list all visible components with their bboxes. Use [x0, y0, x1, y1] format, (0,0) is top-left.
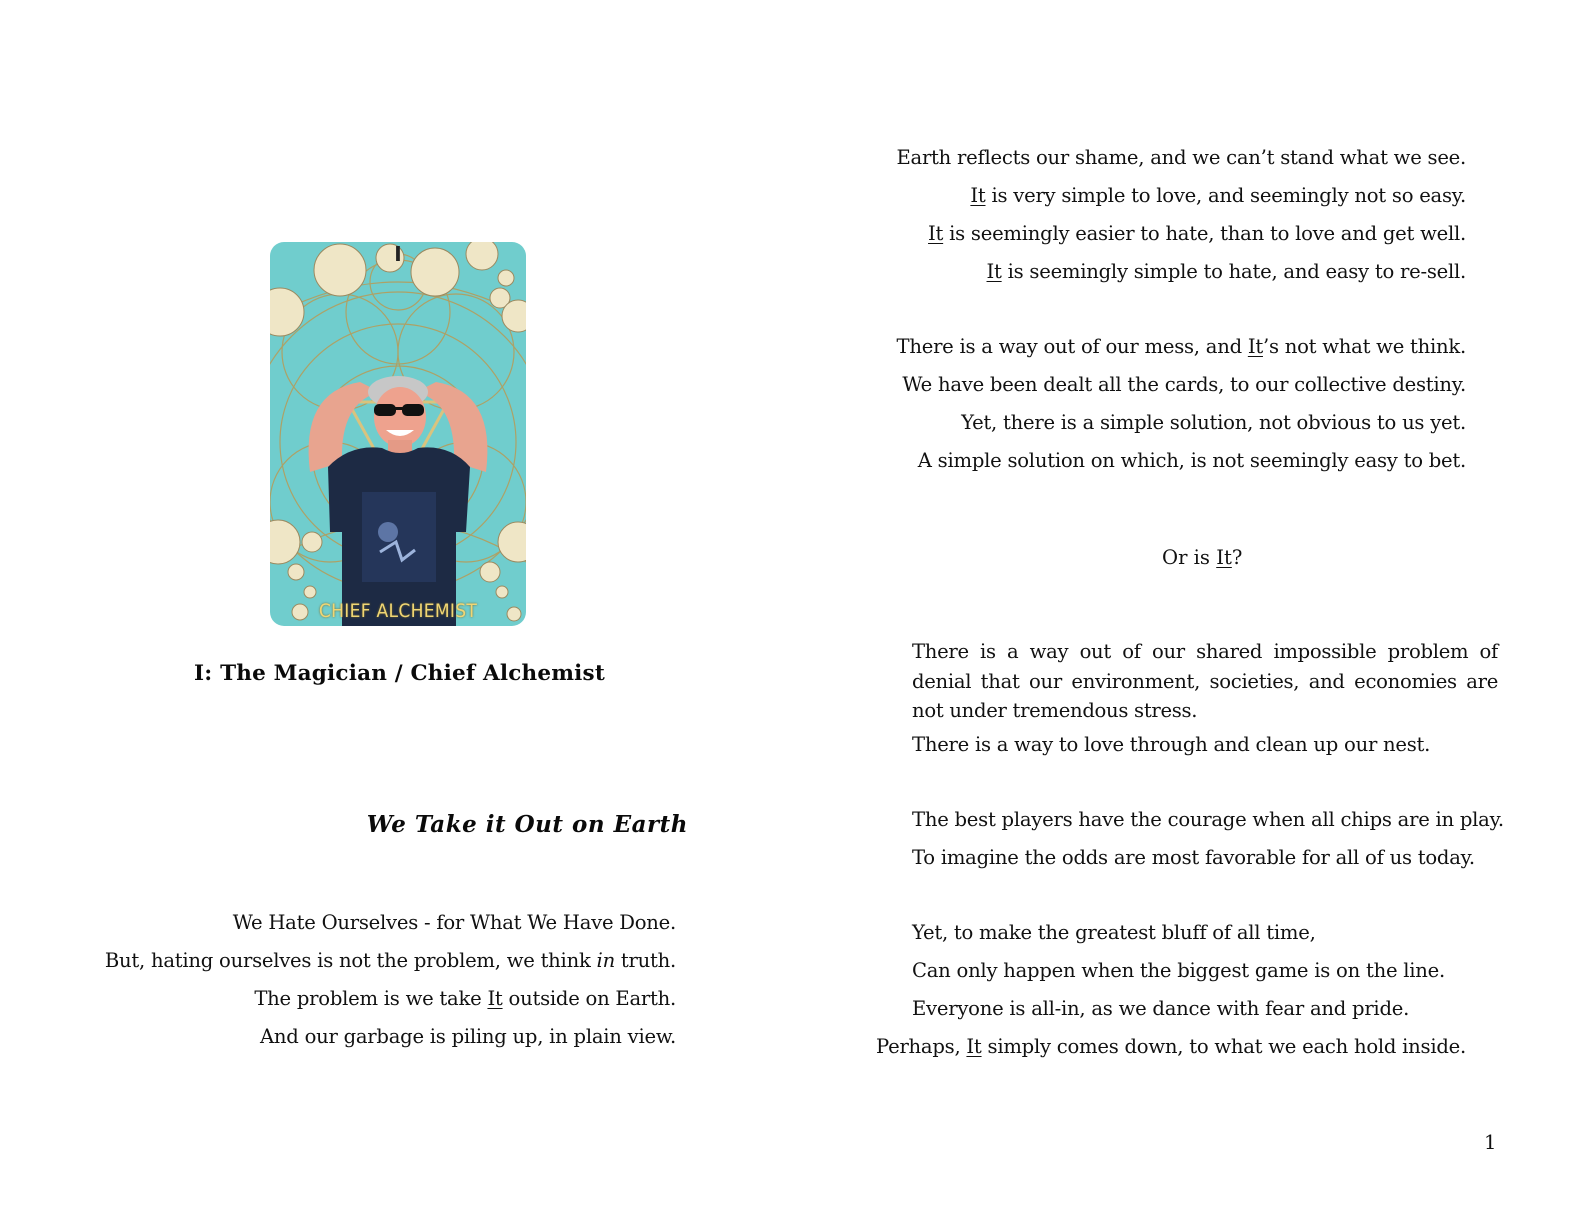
right-stanza-line: Perhaps, It simply comes down, to what we each hold inside. [876, 1035, 1466, 1058]
right-stanza-line: To imagine the odds are most favorable for all of us today. [912, 846, 1475, 869]
right-stanza-line: There is a way out of our mess, and It’s not what we think. [896, 335, 1466, 358]
card-number: I [394, 242, 402, 266]
left-stanza-line: We Hate Ourselves - for What We Have Done. [232, 911, 676, 934]
card-caption: CHIEF ALCHEMIST [318, 600, 478, 622]
left-stanza-line: But, hating ourselves is not the problem, we think in truth. [104, 949, 676, 972]
chapter-title: I: The Magician / Chief Alchemist [194, 661, 605, 686]
right-stanza-line: A simple solution on which, is not seemingly easy to bet. [917, 449, 1466, 472]
right-stanza-line: We have been dealt all the cards, to our collective destiny. [902, 373, 1466, 396]
page-number: 1 [1484, 1131, 1497, 1154]
left-stanza-line: The problem is we take It outside on Earth. [254, 987, 676, 1010]
right-stanza-line: Yet, to make the greatest bluff of all time, [912, 921, 1316, 944]
nest-line: There is a way to love through and clean up our nest. [912, 733, 1431, 756]
right-stanza-line: Everyone is all-in, as we dance with fear and pride. [912, 997, 1410, 1020]
right-stanza-line: It is seemingly easier to hate, than to love and get well. [928, 222, 1466, 245]
poem-title: We Take it Out on Earth [366, 811, 688, 838]
left-stanza-line: And our garbage is piling up, in plain view. [260, 1025, 676, 1048]
right-stanza-line: The best players have the courage when all chips are in play. [912, 808, 1504, 831]
right-stanza-line: It is seemingly simple to hate, and easy to re-sell. [986, 260, 1466, 283]
card-artwork [270, 242, 526, 626]
right-stanza-line: Earth reflects our shame, and we can’t stand what we see. [896, 146, 1466, 169]
right-stanza-line: Can only happen when the biggest game is on the line. [912, 959, 1445, 982]
or-is-line: Or is It? [1162, 546, 1243, 569]
tarot-card-image [270, 242, 526, 626]
right-stanza-line: Yet, there is a simple solution, not obvious to us yet. [961, 411, 1466, 434]
justified-paragraph: There is a way out of our shared impossible problem of denial that our environment, societies, and economies are not under tremendous stress. [912, 640, 1498, 722]
right-stanza-line: It is very simple to love, and seemingly not so easy. [970, 184, 1466, 207]
